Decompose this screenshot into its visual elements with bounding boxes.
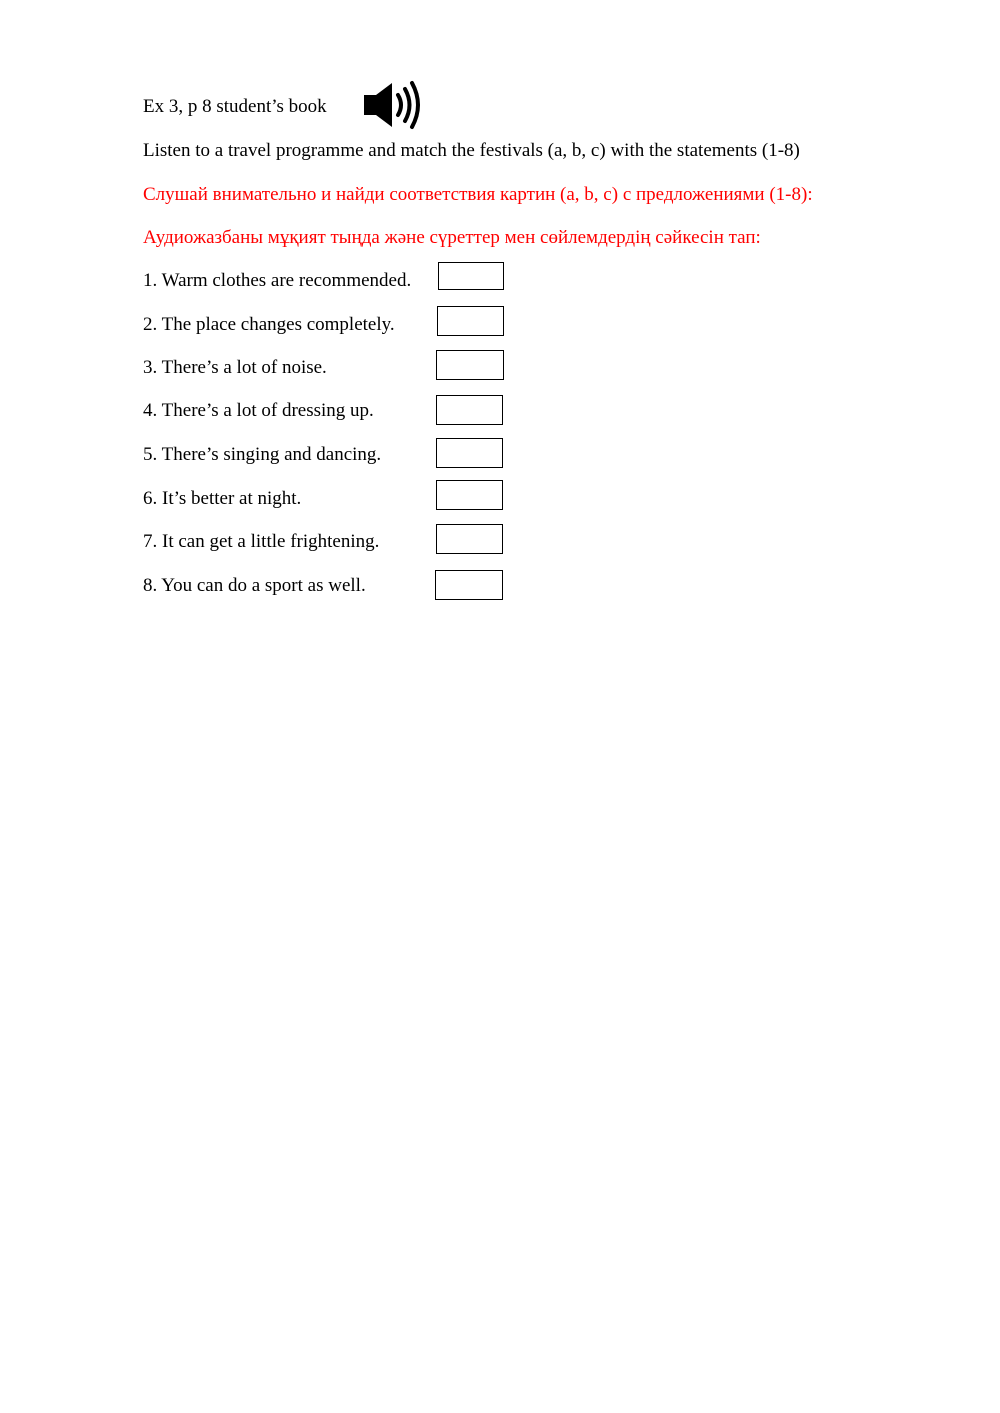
statement-7: 7. It can get a little frightening.	[143, 531, 380, 552]
statement-1: 1. Warm clothes are recommended.	[143, 270, 412, 291]
instruction-english: Listen to a travel programme and match the festivals (a, b, c) with the statements (1-8)	[143, 140, 800, 161]
answer-box-1[interactable]	[438, 262, 504, 290]
instruction-kazakh: Аудиожазбаны мұқият тыңда және сүреттер мен сөйлемдердің сәйкесін тап:	[143, 227, 761, 248]
answer-box-5[interactable]	[436, 438, 503, 468]
answer-box-4[interactable]	[436, 395, 503, 425]
answer-box-7[interactable]	[436, 524, 503, 554]
statement-6: 6. It’s better at night.	[143, 488, 302, 509]
statement-2: 2. The place changes completely.	[143, 314, 395, 335]
statement-4: 4. There’s a lot of dressing up.	[143, 400, 374, 421]
answer-box-6[interactable]	[436, 480, 503, 510]
answer-box-8[interactable]	[435, 570, 503, 600]
answer-box-2[interactable]	[437, 306, 504, 336]
answer-box-3[interactable]	[436, 350, 504, 380]
statement-5: 5. There’s singing and dancing.	[143, 444, 382, 465]
speaker-volume-icon[interactable]	[362, 80, 426, 130]
statement-8: 8. You can do a sport as well.	[143, 575, 366, 596]
instruction-russian: Слушай внимательно и найди соответствия картин (a, b, c) с предложениями (1-8):	[143, 184, 813, 205]
statement-3: 3. There’s a lot of noise.	[143, 357, 327, 378]
exercise-reference: Ex 3, p 8 student’s book	[143, 96, 327, 117]
